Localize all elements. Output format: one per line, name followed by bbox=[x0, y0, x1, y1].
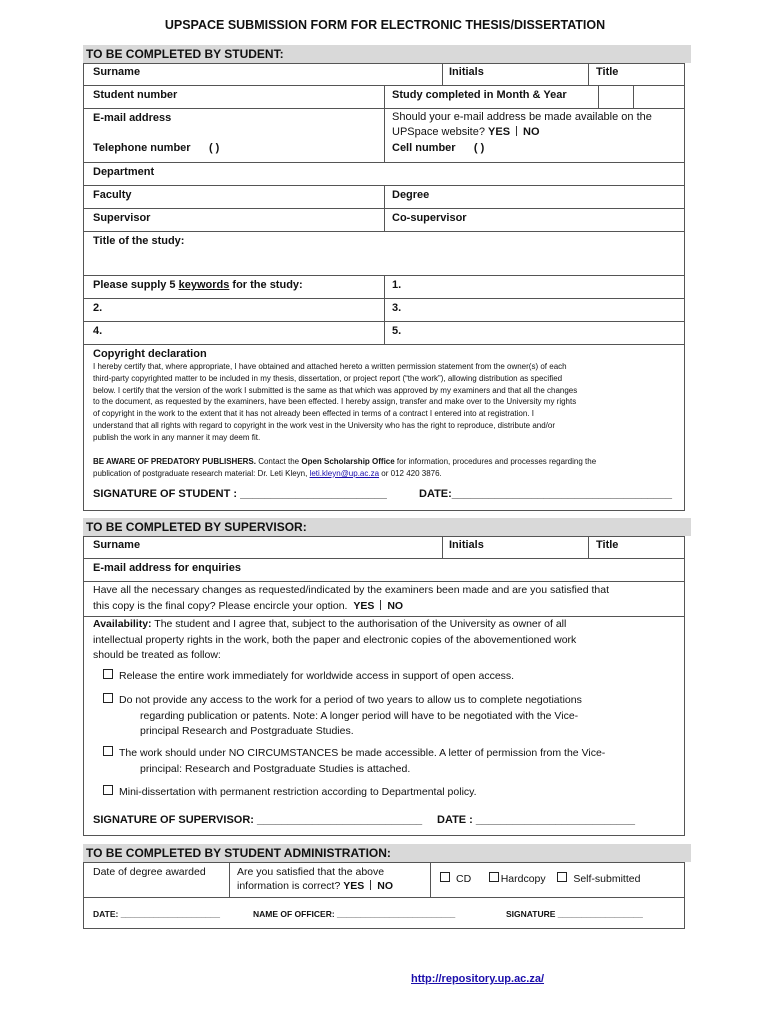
self-submitted-option[interactable]: Self-submitted bbox=[557, 873, 640, 885]
availability-text: Availability: The student and I agree that, subject to the authorisation of the University as owner of all intellectual property rights in the work, both the paper and electronic copies of the abovementioned work should be treated as follow: bbox=[93, 618, 577, 661]
supervisor-email-label: E-mail address for enquiries bbox=[93, 562, 241, 574]
keywords-label: Please supply 5 keywords for the study: bbox=[93, 279, 303, 291]
submission-format-options bbox=[440, 872, 640, 885]
title-label: Title bbox=[596, 66, 619, 78]
admin-no-option[interactable]: NO bbox=[377, 880, 393, 892]
keyword-3: 3. bbox=[392, 302, 402, 314]
option-3-checkbox[interactable] bbox=[103, 746, 113, 756]
form-title: UPSPACE SUBMISSION FORM FOR ELECTRONIC THESIS/DISSERTATION bbox=[164, 18, 606, 32]
supervisor-date-line[interactable]: DATE : __________________________ bbox=[437, 814, 635, 826]
cell-label: Cell number ( ) bbox=[392, 142, 485, 154]
final-copy-no-option[interactable]: NO bbox=[387, 599, 404, 612]
availability-option-4[interactable]: Mini-dissertation with permanent restriction according to Departmental policy. bbox=[103, 785, 683, 801]
repository-link[interactable]: http://repository.up.ac.za/ bbox=[411, 973, 545, 985]
student-signature-line[interactable]: SIGNATURE OF STUDENT : ________________________ bbox=[93, 488, 387, 500]
availability-option-2[interactable]: Do not provide any access to the work for a period of two years to allow us to complete negotiations regarding publication or patents. Note: A longer period will have to be negotiated with the Vice- principal Research and Postgraduate Studies. bbox=[103, 693, 683, 740]
email-label: E-mail address bbox=[93, 112, 172, 124]
email-question-line1: Should your e-mail address be made available on the bbox=[392, 111, 652, 123]
student-number-label: Student number bbox=[93, 89, 178, 101]
degree-date-label: Date of degree awarded bbox=[93, 866, 206, 878]
telephone-label: Telephone number ( ) bbox=[93, 142, 220, 154]
predatory-notice: BE AWARE OF PREDATORY PUBLISHERS. Contact the Open Scholarship Office for information, procedures and processes regarding the publication of postgraduate research material: Dr. Leti Kleyn, leti.kleyn@up.ac.za or 012 420 3876. bbox=[93, 457, 597, 478]
copyright-heading: Copyright declaration bbox=[93, 348, 207, 360]
supervisor-surname-label: Surname bbox=[93, 539, 141, 551]
initials-label: Initials bbox=[449, 66, 484, 78]
supervisor-section-heading: TO BE COMPLETED BY SUPERVISOR: bbox=[83, 518, 691, 536]
admin-satisfied-question: Are you satisfied that the above information is correct? YES NO bbox=[237, 866, 393, 892]
study-title-label: Title of the study: bbox=[93, 235, 185, 247]
admin-section-heading: TO BE COMPLETED BY STUDENT ADMINISTRATION: bbox=[83, 844, 691, 862]
availability-option-1[interactable]: Release the entire work immediately for worldwide access in support of open access. bbox=[103, 669, 683, 685]
supervisor-title-label: Title bbox=[596, 539, 619, 551]
department-label: Department bbox=[93, 166, 155, 178]
cd-checkbox[interactable] bbox=[440, 872, 450, 882]
supervisor-label: Supervisor bbox=[93, 212, 151, 224]
option-1-checkbox[interactable] bbox=[103, 669, 113, 679]
copyright-text: I hereby certify that, where appropriate, I have obtained and attached hereto a written permission statement from the owner(s) of each third-party copyrighted matter to be included in my thesis, dissertation, or project report (“the work”), allowing distribution as specified below. I certify that the version of the work I submitted is the same as that which was approved by my examiners and that all the changes to the document, as requested by the examiners, have been effected. I hereby assign, transfer and make over to the University my rights of copyright in the work to the extent that it has not already been effected in terms of a contract I entered into at registration. I understand that all rights with regard to copyright in the work vest in the University who has the right to reproduce, distribute and/or publish the work in any manner it may deem fit. bbox=[93, 362, 578, 442]
student-section-heading: TO BE COMPLETED BY STUDENT: bbox=[83, 45, 691, 63]
cd-option[interactable]: CD bbox=[440, 873, 471, 885]
officer-name-line[interactable]: NAME OF OFFICER: _________________________ bbox=[253, 909, 456, 919]
hardcopy-checkbox[interactable] bbox=[489, 872, 499, 882]
keyword-2: 2. bbox=[93, 302, 103, 314]
availability-option-3[interactable]: The work should under NO CIRCUMSTANCES be made accessible. A letter of permission from the Vice- principal: Research and Postgraduate Studies is attached. bbox=[103, 746, 683, 777]
final-copy-question: Have all the necessary changes as requested/indicated by the examiners been made and are you satisfied that this copy is the final copy? Please encircle your option. YES NO bbox=[93, 584, 609, 612]
email-yes-option[interactable]: YES bbox=[488, 126, 511, 138]
admin-signature-line[interactable]: SIGNATURE __________________ bbox=[506, 909, 643, 919]
faculty-label: Faculty bbox=[93, 189, 132, 201]
supervisor-signature-line[interactable]: SIGNATURE OF SUPERVISOR: ___________________________ bbox=[93, 814, 423, 826]
cosupervisor-label: Co-supervisor bbox=[392, 212, 467, 224]
hardcopy-option[interactable]: Hardcopy bbox=[489, 873, 546, 885]
option-4-checkbox[interactable] bbox=[103, 785, 113, 795]
study-completed-label: Study completed in Month & Year bbox=[392, 89, 567, 101]
option-2-checkbox[interactable] bbox=[103, 693, 113, 703]
keyword-5: 5. bbox=[392, 325, 402, 337]
supervisor-initials-label: Initials bbox=[449, 539, 484, 551]
degree-label: Degree bbox=[392, 189, 430, 201]
final-copy-yes-option[interactable]: YES bbox=[353, 599, 375, 612]
contact-email-link[interactable]: leti.kleyn@up.ac.za bbox=[309, 468, 380, 478]
keyword-4: 4. bbox=[93, 325, 103, 337]
student-date-line[interactable]: DATE:____________________________________ bbox=[419, 488, 673, 500]
admin-date-line[interactable]: DATE: _____________________ bbox=[93, 909, 220, 919]
email-question-line2: UPSpace website? YES NO bbox=[392, 126, 540, 138]
surname-label: Surname bbox=[93, 66, 141, 78]
admin-yes-option[interactable]: YES bbox=[343, 880, 365, 892]
email-no-option[interactable]: NO bbox=[523, 126, 540, 138]
keyword-1: 1. bbox=[392, 279, 402, 291]
self-submitted-checkbox[interactable] bbox=[557, 872, 567, 882]
